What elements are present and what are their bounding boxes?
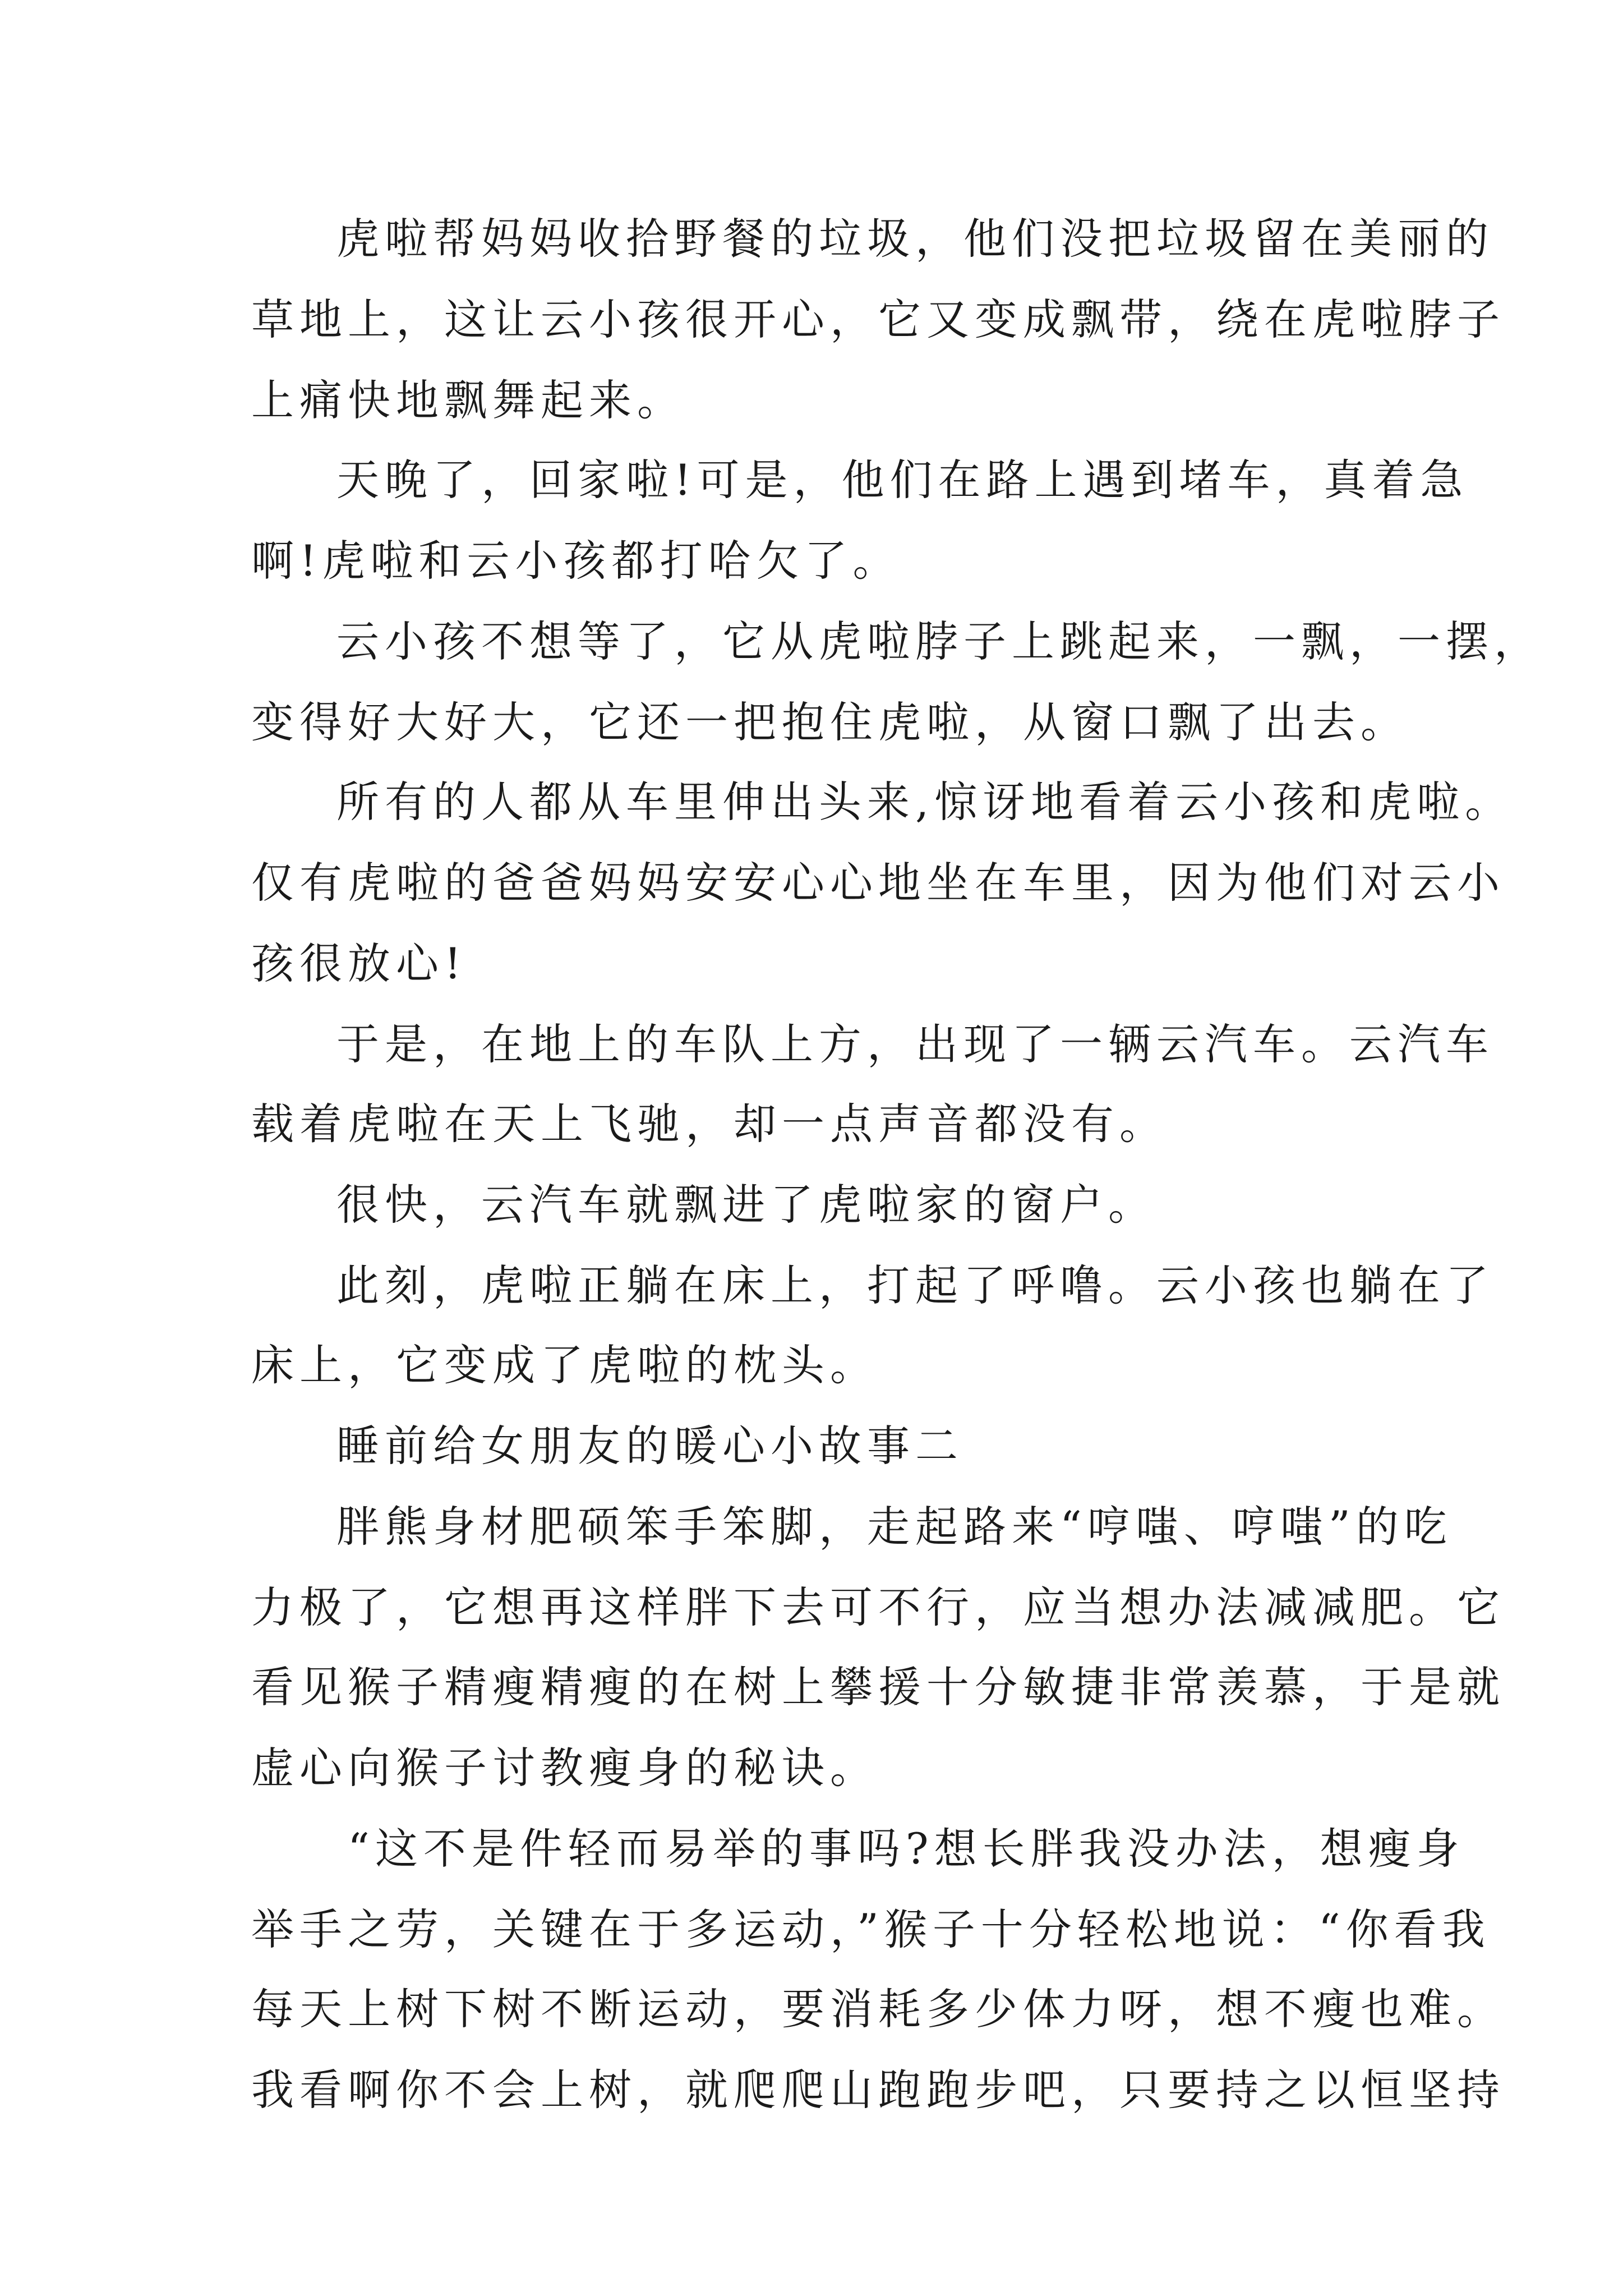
text-line: 载着虎啦在天上飞驰，却一点声音都没有。 — [251, 1099, 1168, 1149]
text-line: 力极了，它想再这样胖下去可不行，应当想办法减减肥。它 — [251, 1582, 1505, 1632]
text-line: “这不是件轻而易举的事吗?想长胖我没办法，想瘦身 — [348, 1824, 1465, 1874]
text-line: 床上，它变成了虎啦的枕头。 — [251, 1340, 878, 1390]
text-line: 我看啊你不会上树，就爬爬山跑跑步吧，只要持之以恒坚持 — [251, 2065, 1505, 2115]
text-line: 变得好大好大，它还一把抱住虎啦，从窗口飘了出去。 — [251, 697, 1409, 747]
text-line: 举手之劳，关键在于多运动，”猴子十分轻松地说：“你看我 — [251, 1904, 1491, 1954]
text-line: 看见猴子精瘦精瘦的在树上攀援十分敏捷非常羡慕，于是就 — [251, 1662, 1505, 1712]
text-line: 虎啦帮妈妈收拾野餐的垃圾，他们没把垃圾留在美丽的 — [336, 214, 1494, 264]
text-line: 云小孩不想等了，它从虎啦脖子上跳起来，一飘，一摆， — [336, 616, 1542, 666]
text-line: 很快，云汽车就飘进了虎啦家的窗户。 — [336, 1180, 1156, 1230]
text-line: 草地上，这让云小孩很开心，它又变成飘带，绕在虎啦脖子 — [251, 295, 1505, 344]
section-heading: 睡前给女朋友的暖心小故事二 — [336, 1421, 963, 1471]
text-line: 孩很放心! — [251, 938, 467, 988]
text-line: 天晚了，回家啦!可是，他们在路上遇到堵车，真着急 — [336, 455, 1469, 505]
text-line: 上痛快地飘舞起来。 — [251, 375, 685, 425]
text-line: 虚心向猴子讨教瘦身的秘诀。 — [251, 1743, 878, 1793]
text-line: 于是，在地上的车队上方，出现了一辆云汽车。云汽车 — [336, 1019, 1494, 1069]
text-line: 所有的人都从车里伸出头来,惊讶地看着云小孩和虎啦。 — [336, 777, 1514, 827]
text-line: 胖熊身材肥硕笨手笨脚，走起路来“哼嗤、哼嗤”的吃 — [336, 1502, 1453, 1552]
text-line: 此刻，虎啦正躺在床上，打起了呼噜。云小孩也躺在了 — [336, 1260, 1494, 1310]
text-line: 每天上树下树不断运动，要消耗多少体力呀，想不瘦也难。 — [251, 1984, 1505, 2034]
text-line: 啊!虎啦和云小孩都打哈欠了。 — [251, 536, 901, 586]
text-line: 仅有虎啦的爸爸妈妈安安心心地坐在车里，因为他们对云小 — [251, 858, 1505, 908]
